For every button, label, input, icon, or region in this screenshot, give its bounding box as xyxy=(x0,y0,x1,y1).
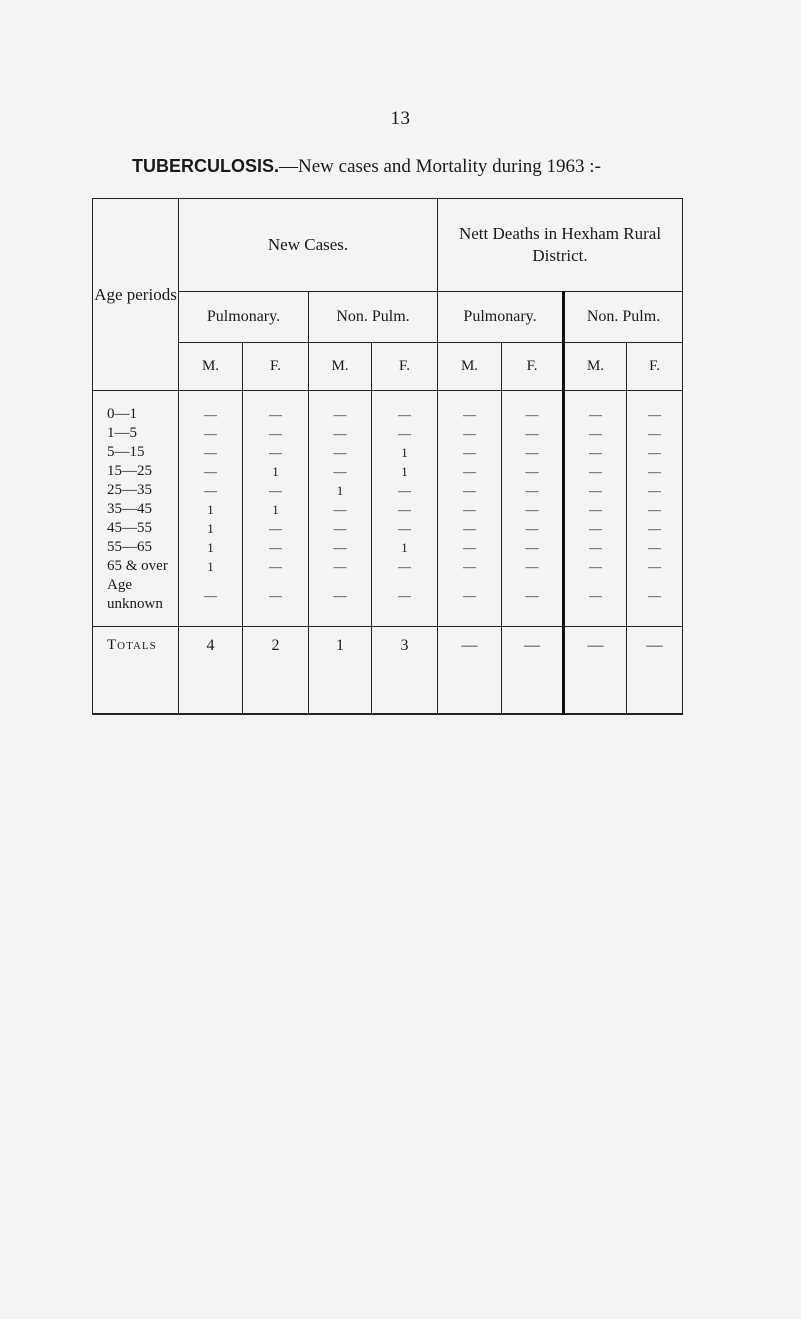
header-m: M. xyxy=(179,343,243,391)
table-cell: — xyxy=(627,576,683,627)
table-body xyxy=(93,391,683,627)
header-m: M. xyxy=(309,343,372,391)
table-cell: — xyxy=(438,538,502,557)
table-row xyxy=(93,462,683,481)
table-cell: — xyxy=(309,576,372,627)
header-f: F. xyxy=(627,343,683,391)
page-number: 13 xyxy=(390,108,411,129)
table-cell: 1 xyxy=(179,500,243,519)
header-f: F. xyxy=(243,343,309,391)
table-cell: — xyxy=(243,443,309,462)
table-row xyxy=(93,576,683,627)
totals-label: Totals xyxy=(93,627,179,715)
header-death-pulmonary: Pulmonary. xyxy=(438,292,564,343)
table-cell: 4 xyxy=(179,627,243,715)
table-cell: — xyxy=(564,627,627,715)
tuberculosis-table xyxy=(92,198,683,715)
table-row xyxy=(93,557,683,576)
header-new-non-pulm: Non. Pulm. xyxy=(309,292,438,343)
header-f: F. xyxy=(502,343,564,391)
table-cell: — xyxy=(627,500,683,519)
table-cell: — xyxy=(438,576,502,627)
table-cell: — xyxy=(627,538,683,557)
table-cell: — xyxy=(627,557,683,576)
table-row xyxy=(93,424,683,443)
table-cell: 1 xyxy=(179,538,243,557)
title-lead: TUBERCULOSIS. xyxy=(132,156,280,176)
table-cell: — xyxy=(309,391,372,425)
table-cell: — xyxy=(309,462,372,481)
table-cell: — xyxy=(179,391,243,425)
header-m: M. xyxy=(438,343,502,391)
table-cell: — xyxy=(179,462,243,481)
table-cell: — xyxy=(372,481,438,500)
table-cell: — xyxy=(627,391,683,425)
table-row xyxy=(93,443,683,462)
table-cell: — xyxy=(564,576,627,627)
table-cell: — xyxy=(372,519,438,538)
table-cell: — xyxy=(627,519,683,538)
table-cell: — xyxy=(372,424,438,443)
table-row xyxy=(93,519,683,538)
table-cell: — xyxy=(243,424,309,443)
table-cell: — xyxy=(309,519,372,538)
table-row xyxy=(93,481,683,500)
table-cell: — xyxy=(438,391,502,425)
table-cell: — xyxy=(502,424,564,443)
table-cell: — xyxy=(372,391,438,425)
table-cell: — xyxy=(243,576,309,627)
table-cell: — xyxy=(309,443,372,462)
table-cell: — xyxy=(502,538,564,557)
table-cell: 1 xyxy=(309,481,372,500)
table-cell: — xyxy=(309,557,372,576)
table-cell: — xyxy=(627,627,683,715)
table-cell: — xyxy=(627,481,683,500)
header-nett-deaths: Nett Deaths in Hexham Rural District. xyxy=(438,199,683,292)
table-cell: — xyxy=(502,500,564,519)
table-cell: — xyxy=(372,576,438,627)
table-cell: — xyxy=(564,481,627,500)
table-cell: — xyxy=(243,519,309,538)
table-cell: — xyxy=(627,424,683,443)
table-row xyxy=(93,500,683,519)
age-period-label: Age unknown xyxy=(93,576,179,627)
table-cell: — xyxy=(309,538,372,557)
age-period-label: 35—45 xyxy=(93,500,179,519)
age-period-label: 15—25 xyxy=(93,462,179,481)
table-cell: — xyxy=(438,481,502,500)
header-f: F. xyxy=(372,343,438,391)
table-cell: — xyxy=(438,627,502,715)
age-period-label: 0—1 xyxy=(93,391,179,425)
title-rest: —New cases and Mortality during 1963 :- xyxy=(279,156,601,177)
table-cell: — xyxy=(179,576,243,627)
header-new-pulmonary: Pulmonary. xyxy=(179,292,309,343)
age-period-label: 1—5 xyxy=(93,424,179,443)
header-m: M. xyxy=(564,343,627,391)
header-new-cases: New Cases. xyxy=(179,199,438,292)
header-death-non-pulm: Non. Pulm. xyxy=(564,292,683,343)
table-cell: 1 xyxy=(243,462,309,481)
table-cell: — xyxy=(309,424,372,443)
table-cell: 1 xyxy=(309,627,372,715)
table-cell: — xyxy=(438,519,502,538)
table-cell: — xyxy=(564,424,627,443)
table-cell: — xyxy=(438,443,502,462)
table-cell: — xyxy=(502,519,564,538)
table-cell: 1 xyxy=(179,557,243,576)
table-cell: — xyxy=(179,481,243,500)
table-cell: 1 xyxy=(372,538,438,557)
table-cell: — xyxy=(564,519,627,538)
table-cell: — xyxy=(502,462,564,481)
age-period-label: 5—15 xyxy=(93,443,179,462)
table-cell: — xyxy=(502,557,564,576)
table-cell: 1 xyxy=(372,462,438,481)
table-cell: — xyxy=(179,424,243,443)
table-cell: — xyxy=(179,443,243,462)
header-age-periods: Age periods xyxy=(93,199,179,391)
table-cell: 3 xyxy=(372,627,438,715)
table-cell: — xyxy=(564,462,627,481)
age-period-label: 65 & over xyxy=(93,557,179,576)
table-cell: 1 xyxy=(243,500,309,519)
table-cell: — xyxy=(564,538,627,557)
table-cell: — xyxy=(438,557,502,576)
table-cell: — xyxy=(564,443,627,462)
table-cell: — xyxy=(564,391,627,425)
table-cell: — xyxy=(309,500,372,519)
table-cell: — xyxy=(438,424,502,443)
table-cell: — xyxy=(502,576,564,627)
table-cell: — xyxy=(372,500,438,519)
table-cell: — xyxy=(243,557,309,576)
age-period-label: 25—35 xyxy=(93,481,179,500)
table-cell: — xyxy=(438,500,502,519)
table-cell: — xyxy=(438,462,502,481)
table-cell: — xyxy=(627,443,683,462)
table-cell: — xyxy=(627,462,683,481)
table-row xyxy=(93,538,683,557)
table-cell: — xyxy=(502,443,564,462)
age-period-label: 45—55 xyxy=(93,519,179,538)
table-cell: 1 xyxy=(179,519,243,538)
table-cell: — xyxy=(243,481,309,500)
document-title xyxy=(132,156,601,178)
table-cell: — xyxy=(243,538,309,557)
table-row xyxy=(93,391,683,425)
table-cell: — xyxy=(372,557,438,576)
table-cell: — xyxy=(564,557,627,576)
table-cell: — xyxy=(502,391,564,425)
table-cell: — xyxy=(502,481,564,500)
table-cell: — xyxy=(564,500,627,519)
age-period-label: 55—65 xyxy=(93,538,179,557)
totals-row xyxy=(93,627,683,715)
table-cell: 2 xyxy=(243,627,309,715)
table-cell: 1 xyxy=(372,443,438,462)
table-cell: — xyxy=(502,627,564,715)
table-cell: — xyxy=(243,391,309,425)
